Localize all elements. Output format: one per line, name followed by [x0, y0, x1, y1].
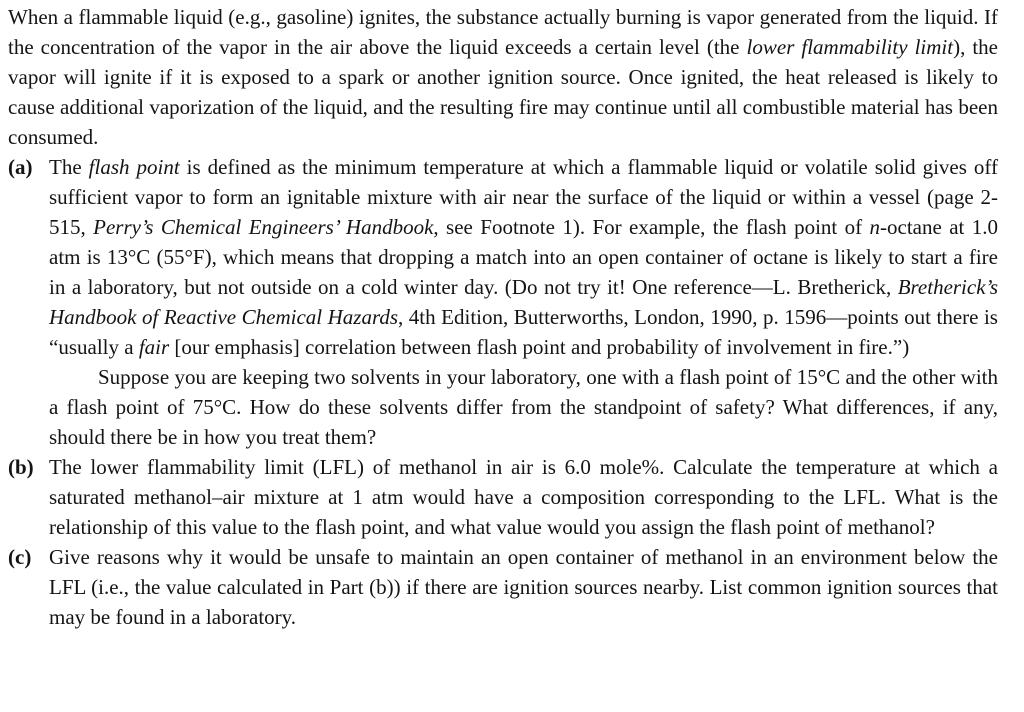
part-a-text-4: -octane at 1.0 atm is 13°C (55°F), which means that dropping a match into an open container of octane is likely to start a fire in a laboratory, but not outside on a cold winter day. (Do not try it! One reference—L. Bretherick,: [49, 215, 999, 299]
part-a-paragraph-1: [49, 152, 998, 362]
part-c-body: [49, 542, 998, 632]
intro-text-2: ), the vapor will ignite if it is exposed to a spark or another ignition source. Once ignited, the heat released is likely to cause additional vaporization of the liquid, and the resulting fire may continue until all combustible material has been consumed.: [8, 35, 998, 149]
part-c-paragraph: Give reasons why it would be unsafe to maintain an open container of methanol in an environment below the LFL (i.e., the value calculated in Part (b)) if there are ignition sources nearby. List common ignition sources that may be found in a laboratory.: [49, 545, 998, 629]
part-a-text-1: The: [49, 155, 89, 179]
part-b-body: [49, 452, 998, 542]
intro-emphasis-lfl: lower flammability limit: [746, 35, 954, 59]
part-a-text-5: , 4th Edition, Butterworths, London, 1990, p. 1596—points out there is “usually a: [49, 305, 998, 359]
part-a-emphasis-fair: fair: [138, 335, 170, 359]
part-a-body: [49, 152, 998, 452]
part-a-label: (a): [8, 155, 33, 179]
part-c: [8, 542, 998, 632]
intro-text-1: When a flammable liquid (e.g., gasoline) ignites, the substance actually burning is vapor generated from the liquid. If the concentration of the vapor in the air above the liquid exceeds a certain level (the: [8, 5, 998, 59]
part-a: [8, 152, 998, 452]
part-a-text-3: , see Footnote 1). For example, the flash point of: [433, 215, 870, 239]
part-a-text-2: is defined as the minimum temperature at which a flammable liquid or volatile solid gives off sufficient vapor to form an ignitable mixture with air near the surface of the liquid or within a vessel (page 2-515,: [49, 155, 999, 239]
part-a-paragraph-2: Suppose you are keeping two solvents in your laboratory, one with a flash point of 15°C and the other with a flash point of 75°C. How do these solvents differ from the standpoint of safety? What differences, if any, should there be in how you treat them?: [49, 365, 998, 449]
part-b-label: (b): [8, 455, 34, 479]
part-a-emphasis-perrys: Perry’s Chemical Engineers’ Handbook: [93, 215, 434, 239]
part-a-text-6: [our emphasis] correlation between flash point and probability of involvement in fire.”): [169, 335, 910, 359]
part-b: [8, 452, 998, 542]
part-a-emphasis-flash-point: flash point: [88, 155, 180, 179]
part-b-paragraph: The lower flammability limit (LFL) of methanol in air is 6.0 mole%. Calculate the temperature at which a saturated methanol–air mixture at 1 atm would have a composition corresponding to the LFL. What is the relationship of this value to the flash point, and what value would you assign the flash point of methanol?: [49, 455, 998, 539]
part-a-emphasis-n: n: [869, 215, 881, 239]
intro-paragraph: [8, 2, 998, 152]
part-c-label: (c): [8, 545, 32, 569]
part-a-emphasis-bretherick: Bretherick’s Handbook of Reactive Chemical Hazards: [49, 275, 998, 329]
